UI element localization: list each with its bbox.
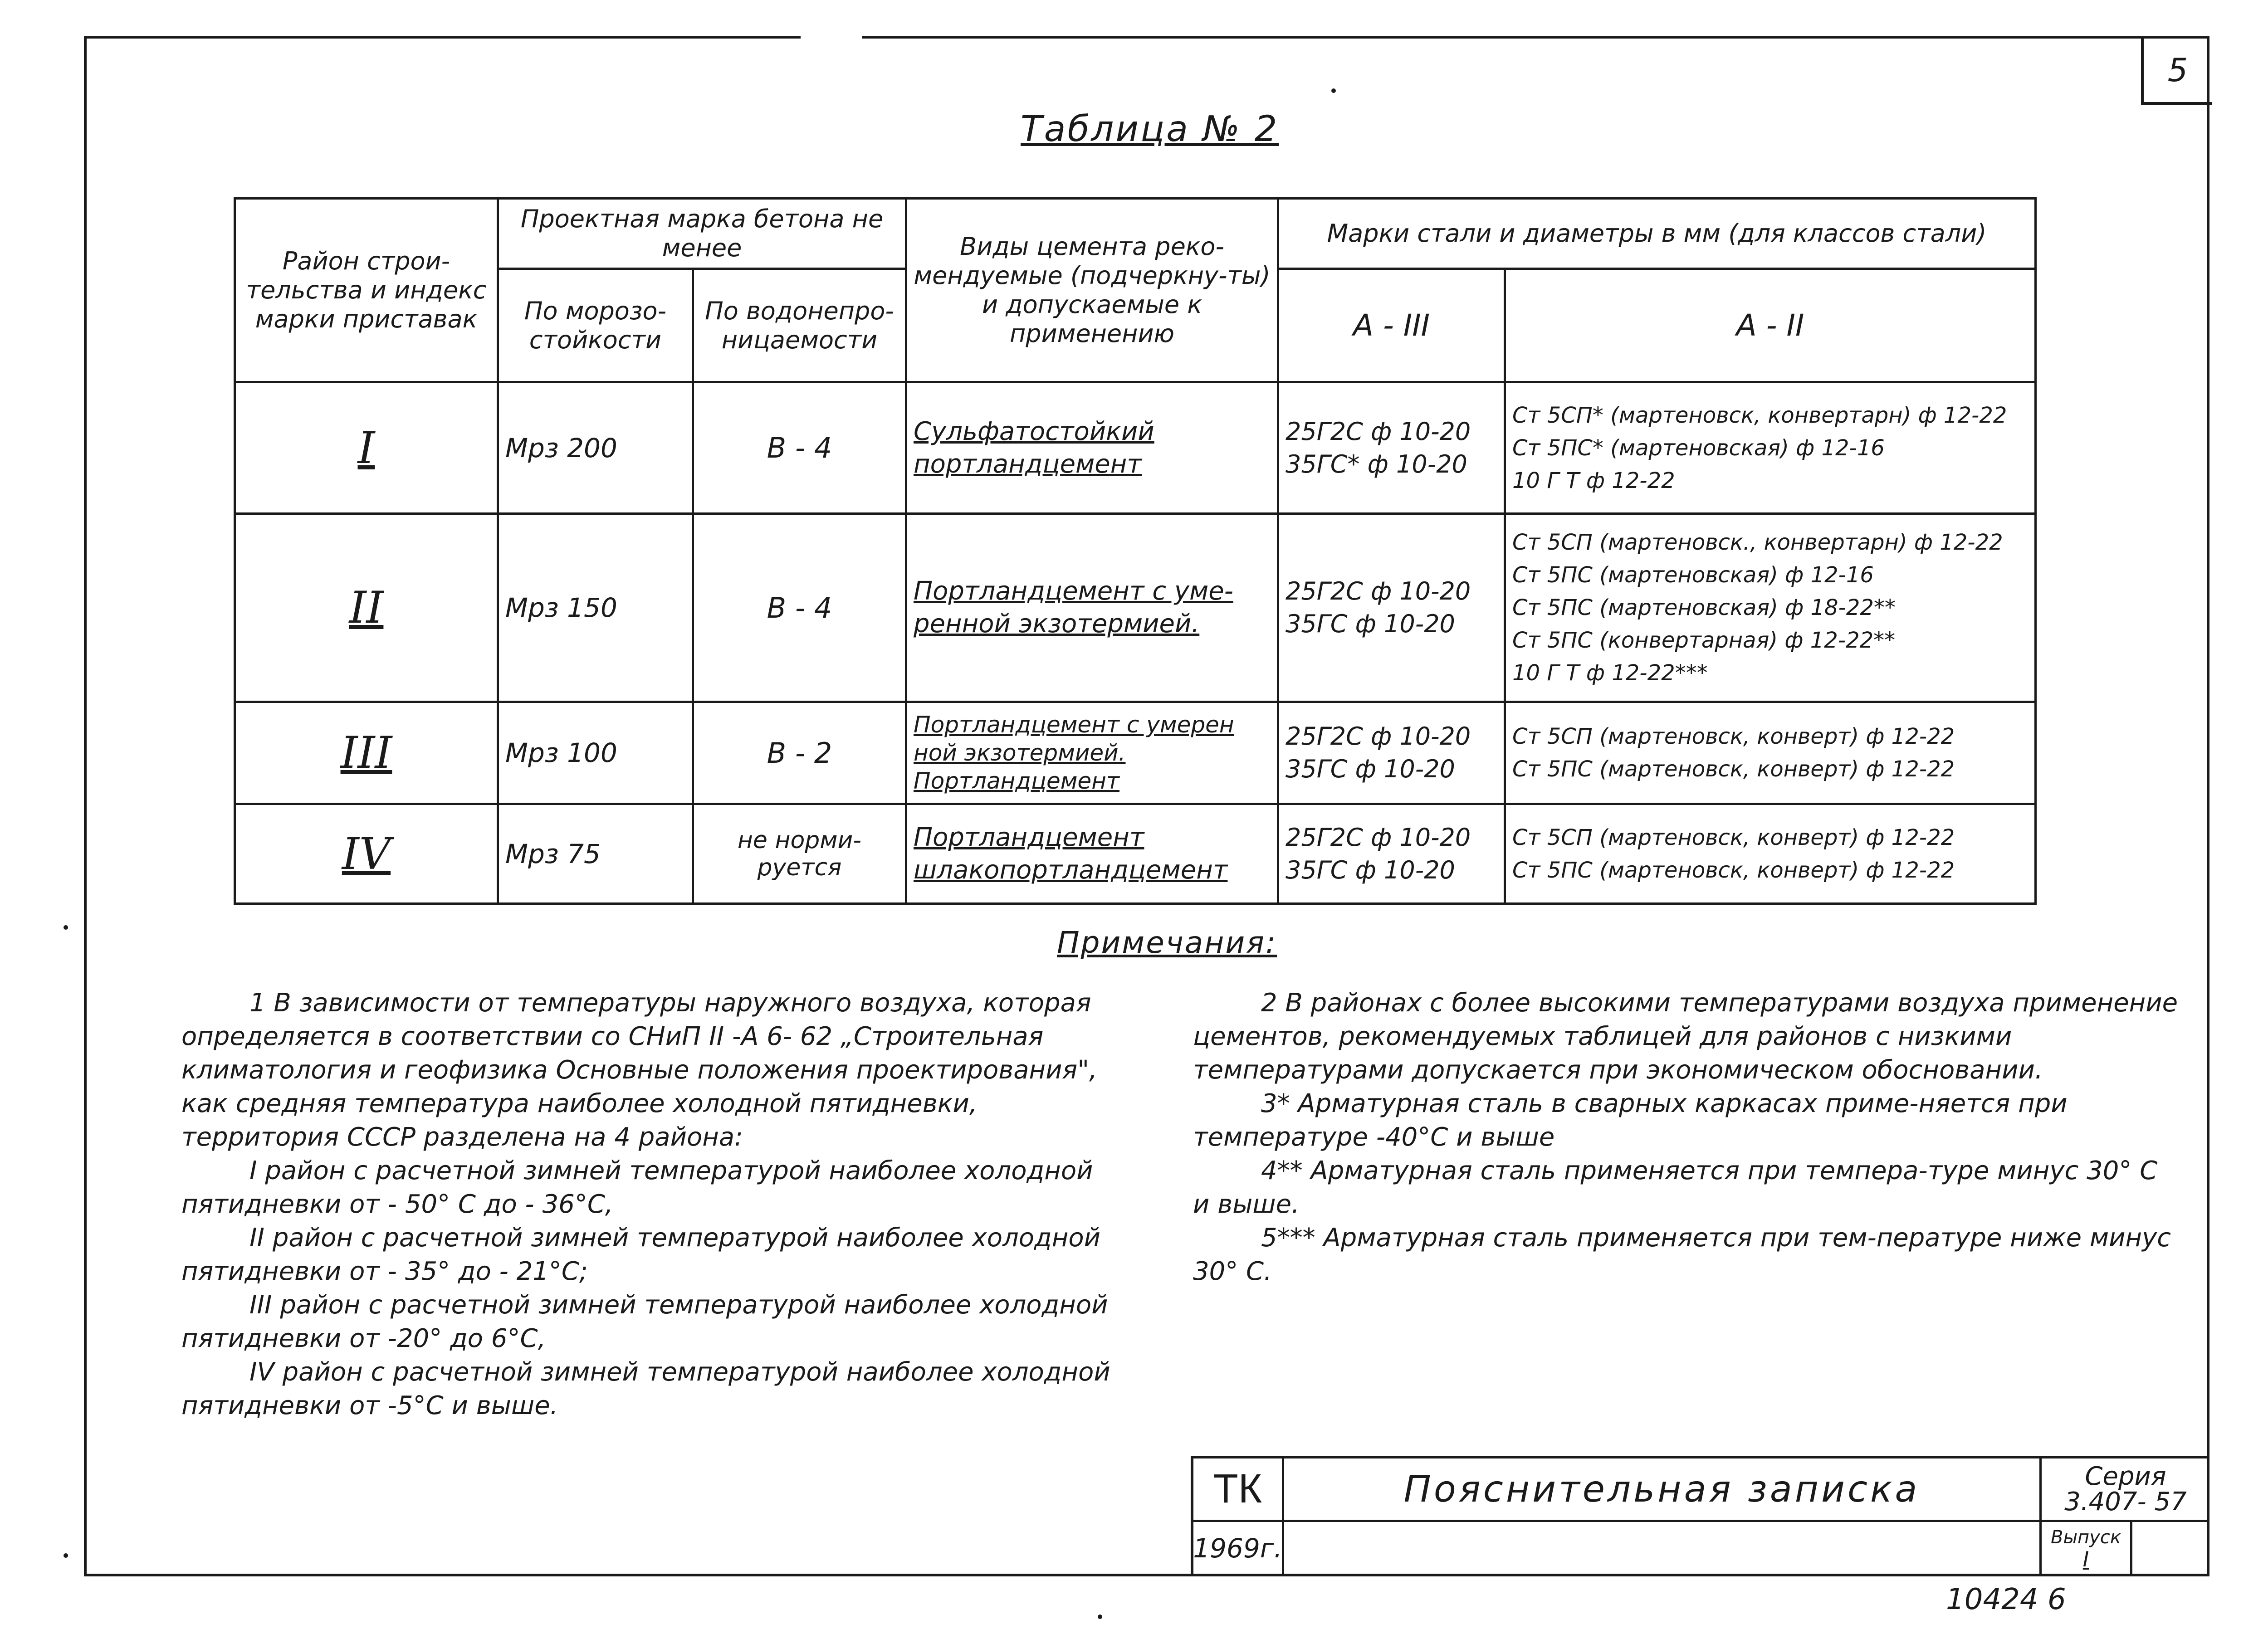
steel-line: Ст 5СП* (мартеновск, конвертарн) ф 12-22 — [1512, 402, 2007, 428]
header-cement: Виды цемента реко-мендуемые (подчеркну-ты) и допускаемые к применению — [906, 199, 1278, 382]
note-5: 5*** Арматурная сталь применяется при тем-пературе ниже минус 30° С. — [1193, 1223, 2171, 1286]
a3-cell — [1278, 514, 1505, 702]
cement-line: шлакопортландцемент — [914, 855, 1228, 885]
table-title: Таблица № 2 — [1021, 109, 1279, 150]
table-row — [235, 702, 2036, 804]
steel-line: 10 Г Т ф 12-22 — [1512, 468, 1675, 493]
a3-cell — [1278, 804, 1505, 904]
steel-line: Ст 5ПС (мартеновская) ф 18-22** — [1512, 595, 1896, 620]
region-cell: III — [235, 702, 498, 804]
steel-line: Ст 5СП (мартеновск., конвертарн) ф 12-22 — [1512, 530, 2003, 555]
steel-line: Ст 5ПС (мартеновск, конверт) ф 12-22 — [1512, 756, 1955, 782]
cement-line: Портландцемент — [914, 768, 1120, 794]
cement-line: Портландцемент — [914, 822, 1144, 852]
cement-line: ренной экзотермией. — [914, 609, 1200, 639]
notes-left — [181, 986, 1139, 1423]
region-cell: I — [235, 382, 498, 514]
header-region: Район строи-тельства и индекс марки приставак — [235, 199, 498, 382]
steel-line: 35ГС ф 10-20 — [1286, 855, 1455, 884]
series — [2042, 1458, 2209, 1522]
document-title: Пояснительная записка — [1284, 1458, 2042, 1522]
scan-speck — [64, 1553, 68, 1558]
region-cell: II — [235, 514, 498, 702]
frost-cell: Мрз 200 — [498, 382, 693, 514]
water-cell: В - 2 — [693, 702, 906, 804]
a3-cell — [1278, 382, 1505, 514]
year: 1969г. — [1193, 1522, 1284, 1576]
steel-line: Ст 5СП (мартеновск, конверт) ф 12-22 — [1512, 724, 1955, 749]
note-region-1: I район с расчетной зимней температурой наиболее холодной пятидневки от - 50° С до - 36°С, — [181, 1156, 1093, 1219]
title-block — [1191, 1456, 2209, 1576]
steel-line: 10 Г Т ф 12-22*** — [1512, 660, 1708, 686]
cement-line: ной экзотермией. — [914, 740, 1126, 766]
steel-line: Ст 5ПС (мартеновск, конверт) ф 12-22 — [1512, 857, 1955, 883]
issue — [2042, 1522, 2132, 1576]
note-1: 1 В зависимости от температуры наружного воздуха, которая определяется в соответствии со СНиП II -А 6- 62 „Строительная климатология и геофизика Основные положения проектирования", как средняя температура наиболее холодной пятидневки, территория СССР разделена на 4 района: — [181, 988, 1097, 1152]
header-water: По водонепро-ницаемости — [693, 269, 906, 382]
table-row — [235, 804, 2036, 904]
header-concrete-grade: Проектная марка бетона не менее — [498, 199, 906, 269]
note-region-3: III район с расчетной зимней температурой наиболее холодной пятидневки от -20° до 6°С, — [181, 1290, 1108, 1353]
title-block-blank — [2132, 1522, 2209, 1576]
cement-line: Портландцемент с умерен — [914, 712, 1234, 738]
scan-speck — [64, 925, 68, 930]
steel-line: 25Г2С ф 10-20 — [1286, 417, 1471, 446]
cement-line: Сульфатостойкий — [914, 416, 1154, 446]
notes-right — [1193, 986, 2182, 1288]
main-table — [234, 197, 2037, 905]
note-4: 4** Арматурная сталь применяется при темпера-туре минус 30° С и выше. — [1193, 1156, 2158, 1219]
header-steel: Марки стали и диаметры в мм (для классов стали) — [1278, 199, 2036, 269]
steel-line: Ст 5ПС (конвертарная) ф 12-22** — [1512, 628, 1896, 653]
a2-cell — [1505, 702, 2036, 804]
note-region-4: IV район с расчетной зимней температурой наиболее холодной пятидневки от -5°С и выше. — [181, 1357, 1110, 1420]
header-frost: По морозо-стойкости — [498, 269, 693, 382]
series-label: Серия — [2085, 1461, 2166, 1491]
note-3: 3* Арматурная сталь в сварных каркасах приме-няется при температуре -40°С и выше — [1193, 1089, 2068, 1152]
header-class-a3: А - III — [1278, 269, 1505, 382]
frost-cell: Мрз 150 — [498, 514, 693, 702]
table-row — [235, 514, 2036, 702]
steel-line: 25Г2С ф 10-20 — [1286, 722, 1471, 751]
steel-line: 25Г2С ф 10-20 — [1286, 823, 1471, 852]
archive-number: 10424 6 — [1946, 1583, 2066, 1616]
steel-line: Ст 5ПС* (мартеновская) ф 12-16 — [1512, 435, 1885, 461]
cement-line: портландцемент — [914, 449, 1142, 479]
series-value: 3.407- 57 — [2064, 1487, 2187, 1517]
steel-line: 25Г2С ф 10-20 — [1286, 577, 1471, 605]
steel-line: 35ГС* ф 10-20 — [1286, 449, 1467, 478]
notes-title: Примечания: — [1057, 925, 1277, 960]
frame-right — [2207, 36, 2209, 1576]
a2-cell — [1505, 514, 2036, 702]
cement-cell — [906, 702, 1278, 804]
steel-line: 35ГС ф 10-20 — [1286, 755, 1455, 783]
a2-cell — [1505, 382, 2036, 514]
scan-speck — [1098, 1614, 1102, 1619]
table-row — [235, 382, 2036, 514]
water-cell: В - 4 — [693, 382, 906, 514]
steel-line: 35ГС ф 10-20 — [1286, 610, 1455, 638]
frost-cell: Мрз 100 — [498, 702, 693, 804]
frost-cell: Мрз 75 — [498, 804, 693, 904]
issue-label: Выпуск — [2051, 1527, 2121, 1548]
issue-value: I — [2082, 1546, 2089, 1571]
steel-line: Ст 5СП (мартеновск, конверт) ф 12-22 — [1512, 824, 1955, 850]
a2-cell — [1505, 804, 2036, 904]
cement-cell — [906, 514, 1278, 702]
scan-speck — [1331, 88, 1336, 93]
page-number: 5 — [2141, 39, 2212, 105]
cement-cell — [906, 382, 1278, 514]
frame-top-right — [862, 36, 2209, 39]
note-2: 2 В районах с более высокими температурами воздуха применение цементов, рекомендуемых таблицей для районов с низкими температурами допускается при экономическом обосновании. — [1193, 988, 2178, 1085]
region-cell: IV — [235, 804, 498, 904]
cement-line: Портландцемент с уме- — [914, 576, 1233, 606]
a3-cell — [1278, 702, 1505, 804]
cement-cell — [906, 804, 1278, 904]
note-region-2: II район с расчетной зимней температурой наиболее холодной пятидневки от - 35° до - 21°С; — [181, 1223, 1100, 1286]
header-class-a2: А - II — [1505, 269, 2036, 382]
steel-line: Ст 5ПС (мартеновская) ф 12-16 — [1512, 562, 1874, 588]
title-block-blank — [1284, 1522, 2042, 1576]
water-cell: не норми-руется — [693, 804, 906, 904]
frame-top-left — [84, 36, 801, 39]
frame-left — [84, 36, 87, 1576]
water-cell: В - 4 — [693, 514, 906, 702]
org-code: ТК — [1193, 1458, 1284, 1522]
